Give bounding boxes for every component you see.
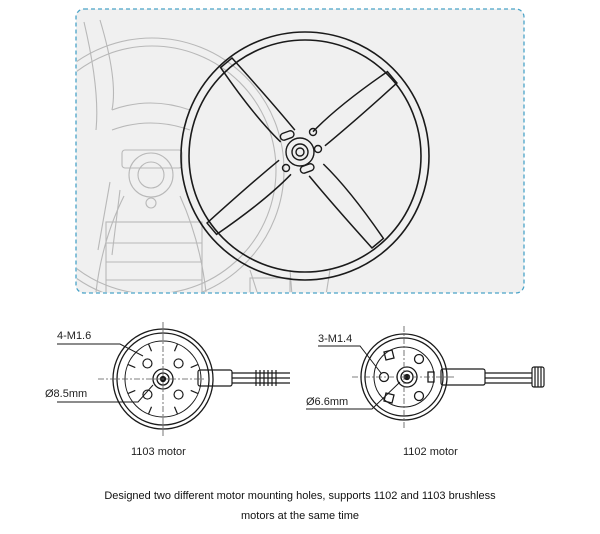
top-view-frame [76,9,524,293]
label-right-diameter: Ø6.6mm [306,396,349,408]
motor-1103-wires [198,370,290,386]
label-left-holes: 4-M1.6 [57,330,92,342]
motor-1103-hole-4 [174,359,183,368]
motor-1102-centerlines [352,326,456,428]
motor-1103-label: 1103 motor [131,446,186,458]
motor-1102-hole-2 [415,355,424,364]
motor-1103-tooth [191,390,198,393]
caption-line-1: Designed two different motor mounting holes, supports 1102 and 1103 brushless [104,490,496,502]
caption-line-2: motors at the same time [241,510,359,522]
motor-1103-tooth [128,390,135,393]
motor-1103-tooth [128,364,135,367]
motor-1102-wires [441,367,544,387]
label-left-diameter: Ø8.5mm [45,388,88,400]
motor-1102-label: 1102 motor [403,446,458,458]
motor-1103-hole-1 [174,390,183,399]
caption [0,486,600,526]
motor-1103-tooth [174,344,177,351]
motor-1102-hole-3 [415,392,424,401]
motor-1103-hole-3 [143,359,152,368]
label-right-holes: 3-M1.4 [318,333,353,345]
motor-1103-tooth [174,407,177,414]
motor-1103-tooth [148,344,151,351]
motor-1103-tooth [191,364,198,367]
motor-1103-tooth [148,407,151,414]
motor-1103-centerlines [98,322,205,436]
